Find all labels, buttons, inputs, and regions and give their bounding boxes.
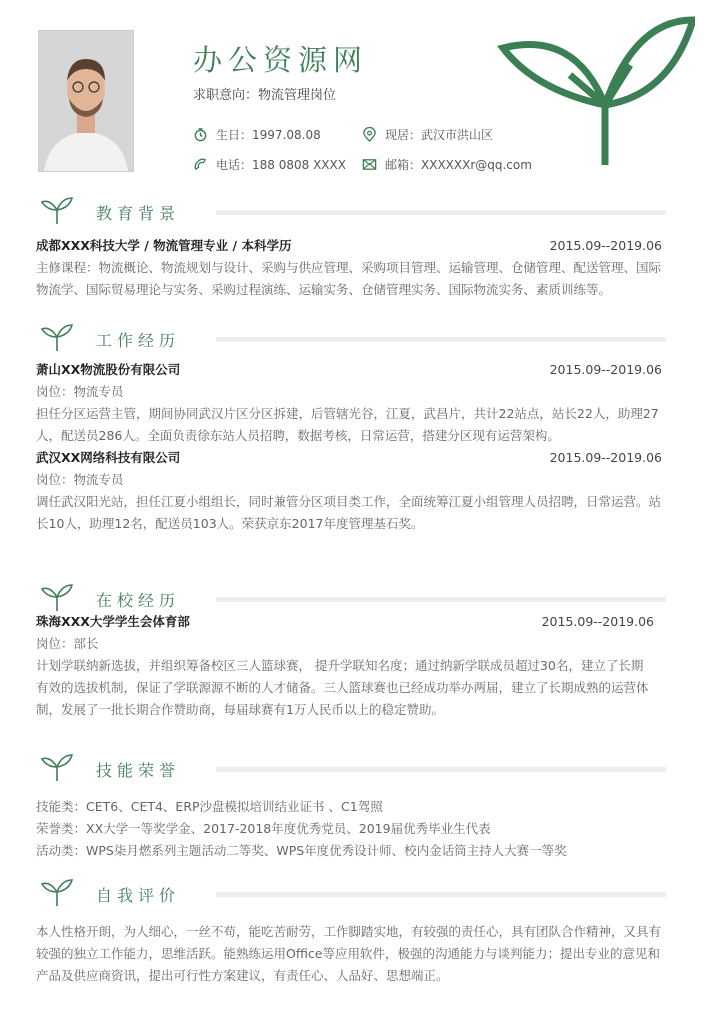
birthday-text: 生日：1997.08.08 bbox=[216, 128, 321, 142]
location-pin-icon bbox=[362, 127, 377, 142]
section-divider bbox=[216, 892, 666, 897]
skills-block bbox=[36, 796, 662, 862]
profile-photo bbox=[38, 30, 134, 172]
self-block bbox=[36, 921, 662, 987]
campus-org: 珠海XXX大学学生会体育部 bbox=[36, 614, 190, 629]
birthday-info bbox=[193, 126, 321, 143]
section-work-header bbox=[36, 323, 666, 353]
work-block bbox=[36, 359, 662, 535]
plant-logo-icon bbox=[495, 10, 695, 165]
sprout-icon bbox=[40, 196, 74, 224]
education-date: 2015.09--2019.06 bbox=[549, 238, 662, 253]
section-divider bbox=[216, 767, 666, 772]
section-title: 自我评价 bbox=[96, 886, 181, 905]
education-title: 成都XXX科技大学 / 物流管理专业 / 本科学历 bbox=[36, 238, 292, 253]
work-date: 2015.09--2019.06 bbox=[549, 450, 662, 465]
job-intent: 求职意向：物流管理岗位 bbox=[193, 88, 337, 103]
residence-text: 现居：武汉市洪山区 bbox=[385, 128, 494, 142]
campus-block bbox=[36, 611, 654, 721]
section-campus-header bbox=[36, 583, 666, 613]
self-evaluation: 本人性格开朗，为人细心，一丝不苟，能吃苦耐劳，工作脚踏实地，有较强的责任心，具有团队合作精神，又具有较强的独立工作能力，思维活跃。能熟练运用Office等应用软件，极强的沟通能力与谈判能力；提出专业的意见和产品及供应商资讯，提出可行性方案建议，有责任心、人品好、思想端正。 bbox=[36, 924, 662, 983]
section-divider bbox=[216, 597, 666, 602]
phone-text: 电话：188 0808 XXXX bbox=[216, 158, 346, 172]
work-date: 2015.09--2019.06 bbox=[549, 362, 662, 377]
section-self-header bbox=[36, 878, 666, 908]
work-description: 调任武汉阳光站，担任江夏小组组长，同时兼管分区项目类工作，全面统筹江夏小组管理人员招聘，日常运营。站长10人，助理12名，配送员103人。荣获京东2017年度管理基石奖。 bbox=[36, 494, 662, 531]
section-title: 技能荣誉 bbox=[96, 761, 181, 780]
phone-info bbox=[193, 156, 346, 173]
campus-position: 岗位：部长 bbox=[36, 636, 99, 651]
company-name: 萧山XX物流股份有限公司 bbox=[36, 362, 181, 377]
section-title: 教育背景 bbox=[96, 204, 181, 223]
campus-date: 2015.09--2019.06 bbox=[541, 614, 654, 629]
sprout-icon bbox=[40, 878, 74, 906]
sprout-icon bbox=[40, 583, 74, 611]
section-title: 工作经历 bbox=[96, 331, 181, 350]
email-text: 邮箱：XXXXXXr@qq.com bbox=[385, 158, 532, 172]
stopwatch-icon bbox=[193, 127, 208, 142]
work-description: 担任分区运营主管，期间协同武汉片区分区拆建，后管辖光谷，江夏，武昌片，共计22站点，站长22人，助理27人，配送员286人。全面负责徐东站人员招聘，数据考核，日常运营，搭建分区现有运营架构。 bbox=[36, 406, 659, 443]
skill-line: 活动类：WPS柒月燃系列主题活动二等奖、WPS年度优秀设计师、校内金话筒主持人大赛一等奖 bbox=[36, 843, 567, 858]
company-name: 武汉XX网络科技有限公司 bbox=[36, 450, 181, 465]
section-skills-header bbox=[36, 753, 666, 783]
education-block bbox=[36, 235, 662, 301]
skill-line: 荣誉类：XX大学一等奖学金、2017-2018年度优秀党员、2019届优秀毕业生代表 bbox=[36, 821, 491, 836]
work-position: 岗位：物流专员 bbox=[36, 384, 124, 399]
phone-icon bbox=[193, 157, 208, 172]
skill-line: 技能类：CET6、CET4、ERP沙盘模拟培训结业证书 、C1驾照 bbox=[36, 799, 383, 814]
work-position: 岗位：物流专员 bbox=[36, 472, 124, 487]
mail-icon bbox=[362, 157, 377, 172]
campus-description: 计划学联纳新选拔，并组织筹备校区三人篮球赛， 提升学联知名度；通过纳新学联成员超过30名，建立了长期有效的选拔机制，保证了学联源源不断的人才储备。三人篮球赛也已经成功举办两届，建立了长期成熟的运营体制，发展了一批长期合作赞助商，每届球赛有1万人民币以上的稳定赞助。 bbox=[36, 658, 649, 717]
name-title: 办公资源网 bbox=[193, 43, 369, 77]
section-title: 在校经历 bbox=[96, 591, 181, 610]
section-divider bbox=[216, 210, 666, 215]
section-education-header bbox=[36, 196, 666, 226]
section-divider bbox=[216, 337, 666, 342]
residence-info bbox=[362, 126, 493, 143]
sprout-icon bbox=[40, 753, 74, 781]
education-courses: 主修课程：物流概论、物流规划与设计、采购与供应管理、采购项目管理、运输管理、仓储管理、配送管理、国际物流学、国际贸易理论与实务、采购过程演练、运输实务、仓储管理实务、国际物流实务、素质训练等。 bbox=[36, 260, 662, 297]
sprout-icon bbox=[40, 323, 74, 351]
